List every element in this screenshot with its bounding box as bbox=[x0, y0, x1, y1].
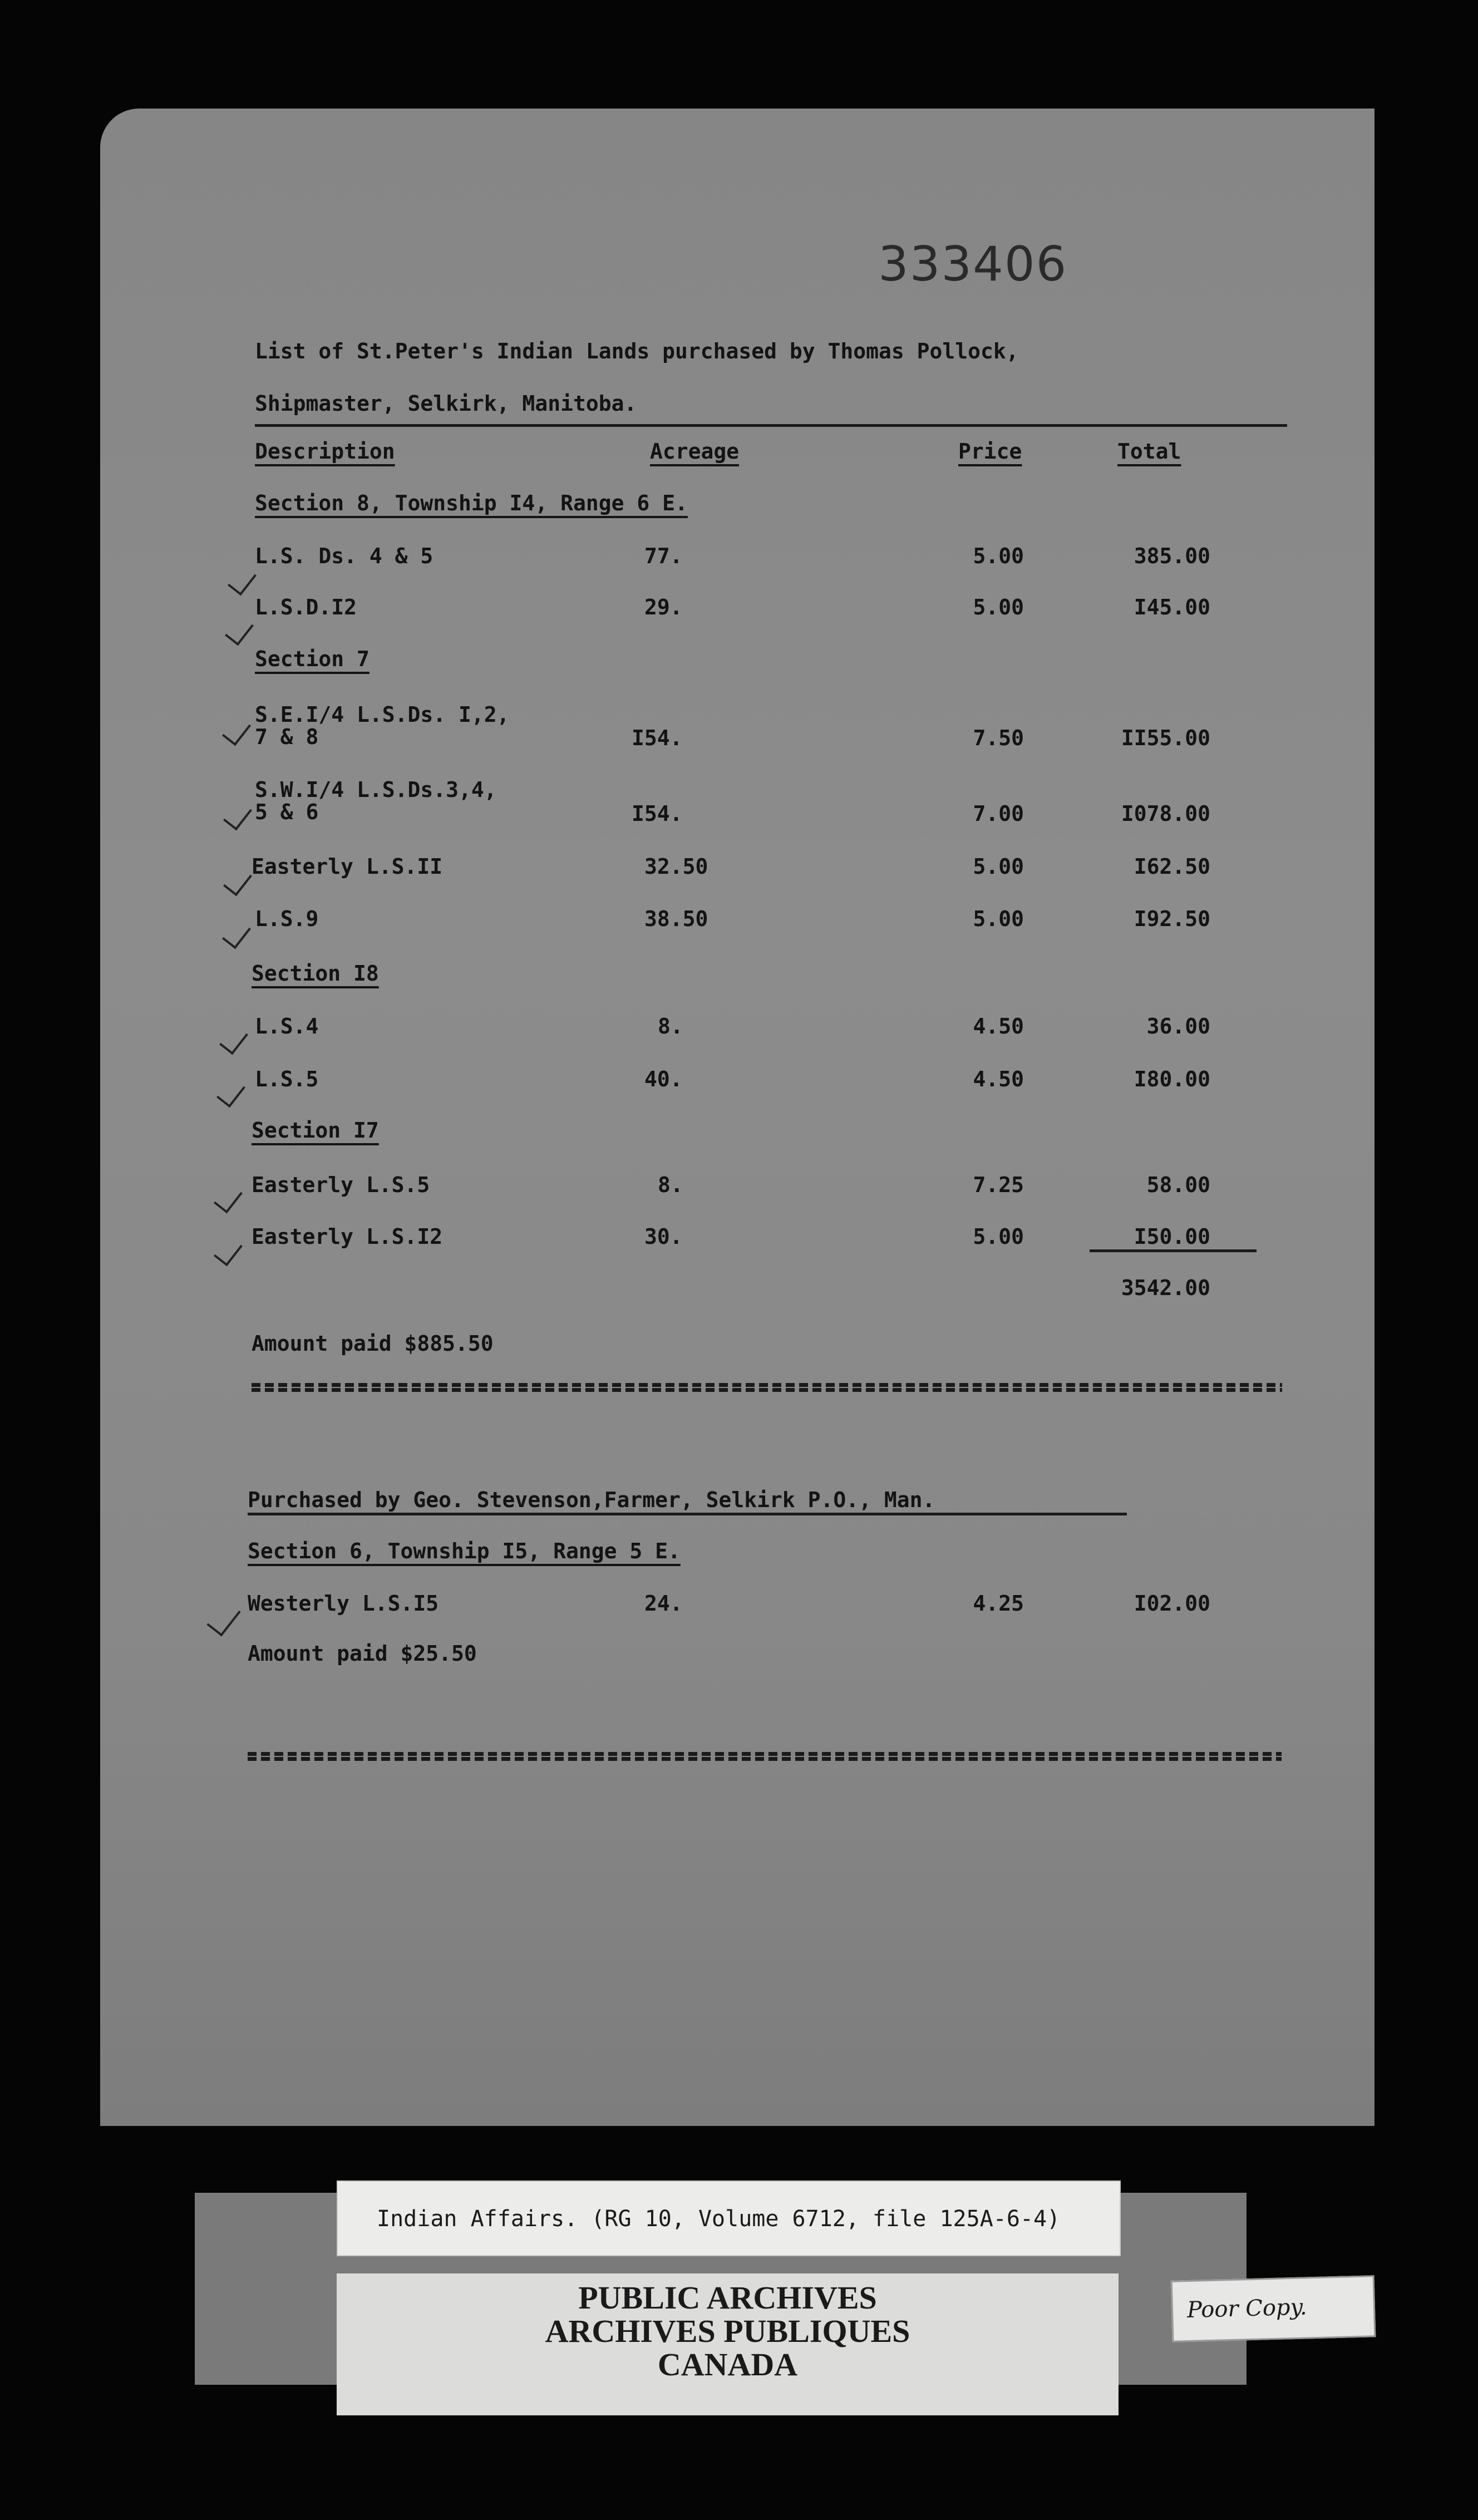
row-acreage: 77. bbox=[644, 544, 683, 568]
title-line-2: Shipmaster, Selkirk, Manitoba. bbox=[255, 391, 637, 416]
row-desc-cont: 7 & 8 bbox=[255, 725, 319, 749]
row-price: 5.00 bbox=[973, 544, 1024, 568]
poor-copy-note bbox=[1171, 2275, 1376, 2342]
purchase2-section: Section 6, Township I5, Range 5 E. bbox=[248, 1539, 681, 1563]
row-price: 5.00 bbox=[973, 907, 1024, 931]
archive-line-2: ARCHIVES PUBLIQUES bbox=[545, 2313, 910, 2349]
row-desc: S.E.I/4 L.S.Ds. I,2, bbox=[255, 702, 510, 727]
double-rule-divider bbox=[252, 1383, 1282, 1392]
row-acreage: 40. bbox=[644, 1067, 683, 1091]
row-acreage: I54. bbox=[632, 726, 683, 750]
header-price: Price bbox=[958, 439, 1022, 464]
row-price: 4.50 bbox=[973, 1067, 1024, 1091]
row-desc: L.S. Ds. 4 & 5 bbox=[255, 544, 433, 568]
row-desc: S.W.I/4 L.S.Ds.3,4, bbox=[255, 777, 497, 802]
row-price: 5.00 bbox=[973, 595, 1024, 619]
row-acreage: 8. bbox=[658, 1014, 683, 1038]
row-acreage: I54. bbox=[632, 801, 683, 826]
row-acreage: 29. bbox=[644, 595, 683, 619]
section-heading-18: Section I8 bbox=[252, 961, 379, 986]
row-acreage: 24. bbox=[644, 1591, 683, 1616]
row-desc: Westerly L.S.I5 bbox=[248, 1591, 439, 1616]
section-heading-8: Section 8, Township I4, Range 6 E. bbox=[255, 491, 688, 515]
title-underline bbox=[255, 424, 1287, 427]
row-total: 36.00 bbox=[1146, 1014, 1210, 1038]
row-price: 7.00 bbox=[973, 801, 1024, 826]
amount-paid-1: Amount paid $885.50 bbox=[252, 1331, 494, 1356]
header-acreage: Acreage bbox=[650, 439, 740, 464]
archive-line-1: PUBLIC ARCHIVES bbox=[578, 2280, 877, 2316]
row-price: 5.00 bbox=[973, 1224, 1024, 1249]
row-desc: L.S.5 bbox=[255, 1067, 319, 1091]
grand-total: 3542.00 bbox=[1121, 1276, 1210, 1300]
archive-stamp-label bbox=[337, 2273, 1119, 2415]
row-desc: L.S.4 bbox=[255, 1014, 319, 1038]
amount-paid-2: Amount paid $25.50 bbox=[248, 1641, 477, 1666]
row-total: II55.00 bbox=[1121, 726, 1210, 750]
row-price: 4.50 bbox=[973, 1014, 1024, 1038]
archive-reference: Indian Affairs. (RG 10, Volume 6712, file 125A-6-4) bbox=[377, 2206, 1061, 2232]
row-desc: Easterly L.S.5 bbox=[252, 1173, 430, 1197]
title-line-1: List of St.Peter's Indian Lands purchased by Thomas Pollock, bbox=[255, 339, 1019, 363]
poor-copy-text: Poor Copy. bbox=[1186, 2294, 1308, 2324]
row-total: I92.50 bbox=[1134, 907, 1210, 931]
row-price: 5.00 bbox=[973, 854, 1024, 879]
row-desc: Easterly L.S.I2 bbox=[252, 1224, 443, 1249]
row-acreage: 32.50 bbox=[644, 854, 708, 879]
purchase2-heading: Purchased by Geo. Stevenson,Farmer, Selkirk P.O., Man. bbox=[248, 1488, 935, 1512]
section-heading-7: Section 7 bbox=[255, 647, 370, 671]
double-rule-divider bbox=[248, 1752, 1282, 1761]
header-description: Description bbox=[255, 439, 395, 464]
row-total: 385.00 bbox=[1134, 544, 1210, 568]
row-acreage: 38.50 bbox=[644, 907, 708, 931]
row-total: I02.00 bbox=[1134, 1591, 1210, 1616]
row-price: 7.50 bbox=[973, 726, 1024, 750]
header-total: Total bbox=[1117, 439, 1181, 464]
row-desc: L.S.9 bbox=[255, 907, 319, 931]
row-price: 7.25 bbox=[973, 1173, 1024, 1197]
row-total: I078.00 bbox=[1121, 801, 1210, 826]
row-total: I80.00 bbox=[1134, 1067, 1210, 1091]
archive-line-3: CANADA bbox=[657, 2346, 798, 2383]
row-price: 4.25 bbox=[973, 1591, 1024, 1616]
row-desc: Easterly L.S.II bbox=[252, 854, 443, 879]
purchase2-heading-underline bbox=[248, 1513, 1127, 1515]
row-total: I62.50 bbox=[1134, 854, 1210, 879]
row-acreage: 30. bbox=[644, 1224, 683, 1249]
row-total: 58.00 bbox=[1146, 1173, 1210, 1197]
row-desc-cont: 5 & 6 bbox=[255, 800, 319, 824]
row-total: I50.00 bbox=[1134, 1224, 1210, 1249]
row-total: I45.00 bbox=[1134, 595, 1210, 619]
section-heading-17: Section I7 bbox=[252, 1118, 379, 1143]
archive-reference-label bbox=[337, 2181, 1121, 2256]
total-underline bbox=[1090, 1249, 1257, 1252]
stamp-number: 333406 bbox=[878, 237, 1068, 292]
row-desc: L.S.D.I2 bbox=[255, 595, 357, 619]
row-acreage: 8. bbox=[658, 1173, 683, 1197]
